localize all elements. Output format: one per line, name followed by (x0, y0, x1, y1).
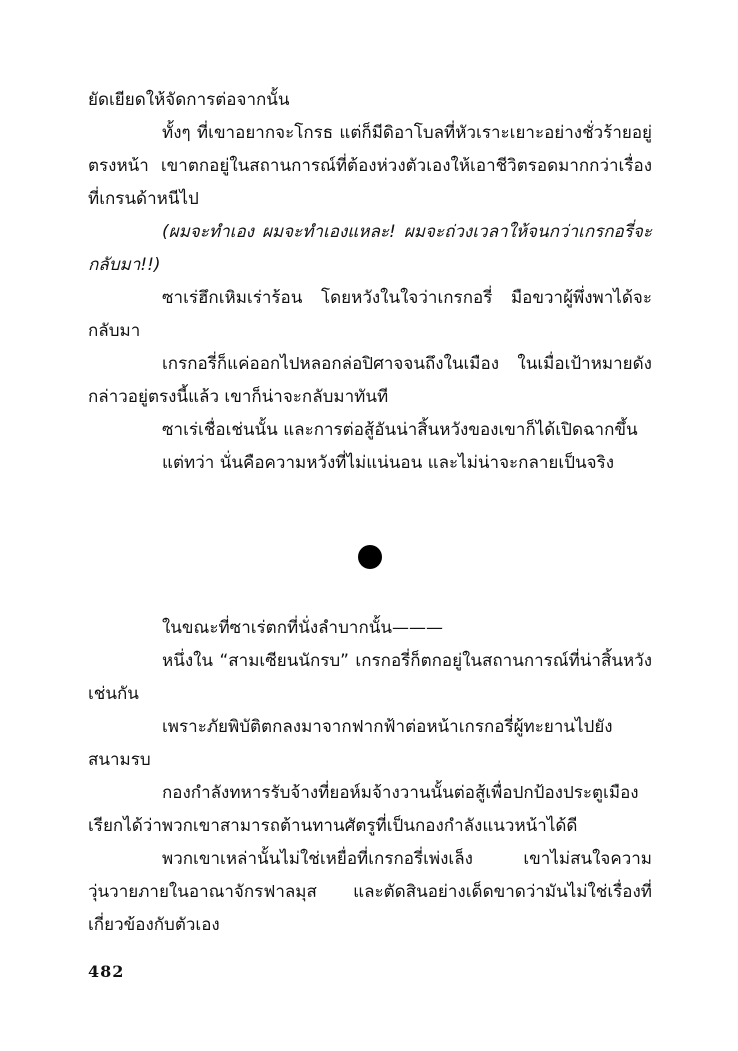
paragraph-3-thought: (ผมจะทำเอง ผมจะทำเองแหละ! ผมจะถ่วงเวลาให้จนกว่าเกรกอรี่จะกลับมา!!) (88, 222, 652, 275)
paragraph-7: แต่ทว่า นั่นคือความหวังที่ไม่แน่นอน และไม่น่าจะกลายเป็นจริง (162, 453, 614, 473)
paragraph-12: พวกเขาเหล่านั้นไม่ใช่เหยื่อที่เกรกอรี่เพ่งเล็ง เขาไม่สนใจความวุ่นวายภายในอาณาจักรฟาลมุส และตัดสินอย่างเด็ดขาดว่ามันไม่ใช่เรื่องที่เกี่ยวข้องกับตัวเอง (88, 849, 652, 935)
paragraph-6: ซาเร่เชื่อเช่นนั้น และการต่อสู้อันน่าสิ้นหวังของเขาก็ได้เปิดฉากขึ้น (162, 420, 638, 440)
scene-break-dot-icon (358, 545, 382, 569)
paragraph-5: เกรกอรี่ก็แค่ออกไปหลอกล่อปิศาจจนถึงในเมือง ในเมื่อเป้าหมายดังกล่าวอยู่ตรงนี้แล้ว เขาก็น่าจะกลับมาทันที (88, 354, 652, 407)
paragraph-2: ทั้งๆ ที่เขาอยากจะโกรธ แต่ก็มีดิอาโบลที่หัวเราะเยาะอย่างชั่วร้ายอยู่ตรงหน้า เขาตกอยู่ในสถานการณ์ที่ต้องห่วงตัวเองให้เอาชีวิตรอดมากกว่าเรื่องที่เกรนด้าหนีไป (88, 123, 652, 209)
paragraph-8: ในขณะที่ซาเร่ตกที่นั่งลำบากนั้น——— (162, 618, 443, 638)
text-block-before-break (88, 84, 652, 480)
page-number: 482 (88, 962, 125, 981)
paragraph-4: ซาเร่ฮึกเหิมเร่าร้อน โดยหวังในใจว่าเกรกอรี่ มือขวาผู้พึ่งพาได้จะกลับมา (88, 288, 652, 341)
paragraph-1: ยัดเยียดให้จัดการต่อจากนั้น (88, 90, 290, 110)
text-block-after-break (88, 612, 652, 942)
paragraph-11: กองกำลังทหารรับจ้างที่ยอห์มจ้างวานนั้นต่อสู้เพื่อปกป้องประตูเมือง เรียกได้ว่าพวกเขาสามารถต้านทานศัตรูที่เป็นกองกำลังแนวหน้าได้ดี (88, 783, 639, 836)
paragraph-10: เพราะภัยพิบัติตกลงมาจากฟากฟ้าต่อหน้าเกรกอรี่ผู้ทะยานไปยังสนามรบ (88, 717, 613, 770)
paragraph-9: หนึ่งใน “สามเซียนนักรบ” เกรกอรี่ก็ตกอยู่ในสถานการณ์ที่น่าสิ้นหวังเช่นกัน (88, 651, 652, 704)
